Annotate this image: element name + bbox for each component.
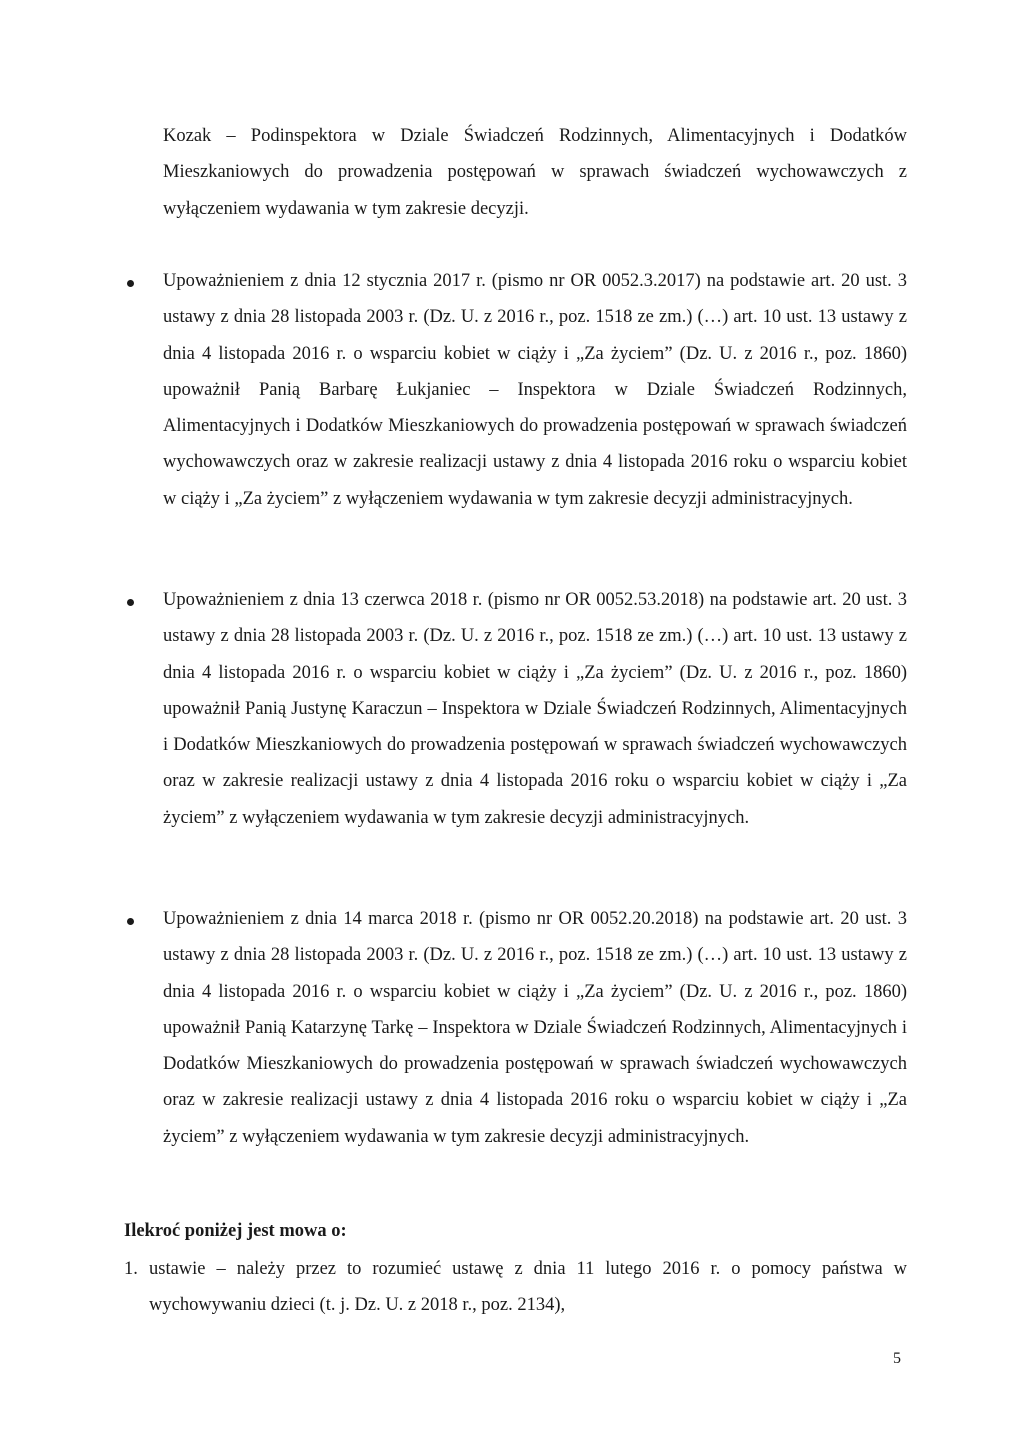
bullet-paragraph-2: Upoważnieniem z dnia 13 czerwca 2018 r. (pismo nr OR 0052.53.2018) na podstawie art. 20 ust. 3 ustawy z dnia 28 listopada 2003 r. (Dz. U. z 2016 r., poz. 1518 ze zm.) (…) art. 10 ust. 13 ustawy z dnia 4 listopada 2016 r. o wsparciu kobiet w ciąży i „Za życiem” (Dz. U. z 2016 r., poz. 1860) upoważnił Panią Justynę Karaczun – Inspektora w Dziale Świadczeń Rodzinnych, Alimentacyjnych i Dodatków Mieszkaniowych do prowadzenia postępowań w sprawach świadczeń wychowawczych oraz w zakresie realizacji ustawy z dnia 4 listopada 2016 roku o wsparciu kobiet w ciąży i „Za życiem” z wyłączeniem wydawania w tym zakresie decyzji administracyjnych. <box>163 590 907 828</box>
bullet-dot-icon <box>127 280 134 287</box>
bullet-dot-icon <box>127 599 134 606</box>
definition-number: 1. <box>124 1259 138 1279</box>
definitions-heading: Ilekroć poniżej jest mowa o: <box>124 1221 347 1241</box>
intro-paragraph: Kozak – Podinspektora w Dziale Świadczeń Rodzinnych, Alimentacyjnych i Dodatków Mieszkaniowych do prowadzenia postępowań w sprawach świadczeń wychowawczych z wyłączeniem wydawania w tym zakresie decyzji. <box>163 126 907 219</box>
bullet-dot-icon <box>127 918 134 925</box>
definition-item <box>124 1251 907 1324</box>
definition-text: ustawie – należy przez to rozumieć ustawę z dnia 11 lutego 2016 r. o pomocy państwa w wychowywaniu dzieci (t. j. Dz. U. z 2018 r., poz. 2134), <box>149 1259 907 1316</box>
bullet-paragraph-3: Upoważnieniem z dnia 14 marca 2018 r. (pismo nr OR 0052.20.2018) na podstawie art. 20 ust. 3 ustawy z dnia 28 listopada 2003 r. (Dz. U. z 2016 r., poz. 1518 ze zm.) (…) art. 10 ust. 13 ustawy z dnia 4 listopada 2016 r. o wsparciu kobiet w ciąży i „Za życiem” (Dz. U. z 2016 r., poz. 1860) upoważnił Panią Katarzynę Tarkę – Inspektora w Dziale Świadczeń Rodzinnych, Alimentacyjnych i Dodatków Mieszkaniowych do prowadzenia postępowań w sprawach świadczeń wychowawczych oraz w zakresie realizacji ustawy z dnia 4 listopada 2016 roku o wsparciu kobiet w ciąży i „Za życiem” z wyłączeniem wydawania w tym zakresie decyzji administracyjnych. <box>163 909 907 1147</box>
page-number: 5 <box>893 1350 901 1367</box>
bullet-paragraph-1: Upoważnieniem z dnia 12 stycznia 2017 r. (pismo nr OR 0052.3.2017) na podstawie art. 20 ust. 3 ustawy z dnia 28 listopada 2003 r. (Dz. U. z 2016 r., poz. 1518 ze zm.) (…) art. 10 ust. 13 ustawy z dnia 4 listopada 2016 r. o wsparciu kobiet w ciąży i „Za życiem” (Dz. U. z 2016 r., poz. 1860) upoważnił Panią Barbarę Łukjaniec – Inspektora w Dziale Świadczeń Rodzinnych, Alimentacyjnych i Dodatków Mieszkaniowych do prowadzenia postępowań w sprawach świadczeń wychowawczych oraz w zakresie realizacji ustawy z dnia 4 listopada 2016 roku o wsparciu kobiet w ciąży i „Za życiem” z wyłączeniem wydawania w tym zakresie decyzji administracyjnych. <box>163 271 907 509</box>
